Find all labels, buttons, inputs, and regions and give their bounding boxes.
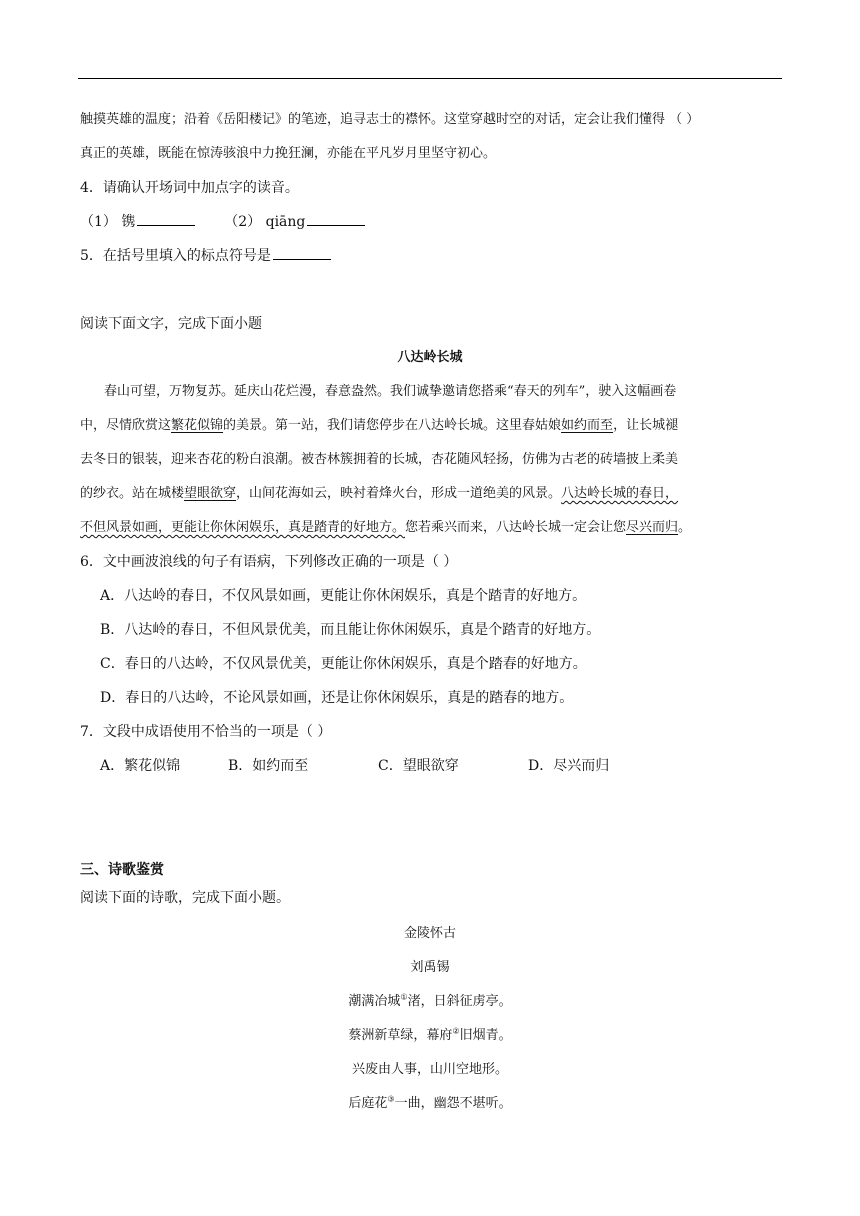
- idiom-jinxingergui: 尽兴而归: [626, 520, 679, 535]
- passage-line: 不但风景如画，更能让你休闲娱乐，真是踏青的好地方。您若乘兴而来，八达岭长城一定会让您尽兴而归。: [80, 520, 692, 535]
- idiom-wangyanyuchuan: 望眼欲穿: [184, 486, 237, 501]
- footnote-marker: ②: [452, 1026, 460, 1036]
- passage-line: 中，尽情欣赏这繁花似锦的美景。第一站，我们请您停步在八达岭长城。这里春姑娘如约而至，让长城褪: [80, 418, 679, 433]
- section-3-intro: 阅读下面的诗歌，完成下面小题。: [80, 890, 290, 906]
- q6-option-d[interactable]: D．春日的八达岭，不论风景如画，还是让你休闲娱乐，真是的踏春的地方。: [100, 690, 574, 706]
- q4-part1-blank[interactable]: [137, 212, 195, 226]
- header-rule: [78, 78, 782, 79]
- poem-title: 金陵怀古: [403, 926, 456, 941]
- passage-line: 触摸英雄的温度；沿着《岳阳楼记》的笔迹，追寻志士的襟怀。这堂穿越时空的对话，定会让我们懂得 （ ）: [80, 112, 700, 127]
- q4-part2-label: （2） qiāng: [224, 214, 306, 230]
- poem-line: 潮满冶城①渚，日斜征虏亭。: [348, 992, 512, 1009]
- q6-option-c[interactable]: C．春日的八达岭，不仅风景优美，更能让你休闲娱乐，真是个踏春的好地方。: [100, 656, 587, 672]
- idiom-fanhuasijin: 繁花似锦: [171, 418, 224, 433]
- question-6-stem: 6．文中画波浪线的句子有语病，下列修改正确的一项是（ ）: [80, 554, 458, 570]
- question-5: [80, 246, 331, 266]
- passage-title: 八达岭长城: [397, 350, 463, 365]
- passage-line: 的纱衣。站在城楼望眼欲穿，山间花海如云，映衬着烽火台，形成一道绝美的风景。八达岭长城的春日，: [80, 486, 679, 501]
- poem-author: 刘禹锡: [410, 960, 450, 975]
- question-7-stem: 7．文段中成语使用不恰当的一项是（ ）: [80, 724, 332, 740]
- poem-line: 后庭花③一曲，幽怨不堪听。: [348, 1094, 512, 1111]
- footnote-marker: ①: [400, 992, 408, 1002]
- footnote-marker: ③: [387, 1094, 395, 1104]
- wavy-sentence: 八达岭长城的春日，: [561, 486, 679, 501]
- q4-part1-label: （1） 镌: [80, 214, 136, 230]
- q7-option-b[interactable]: B．如约而至: [228, 758, 309, 774]
- section-3-heading: 三、诗歌鉴赏: [80, 862, 164, 878]
- q6-option-a[interactable]: A．八达岭的春日，不仅风景如画，更能让你休闲娱乐，真是个踏青的好地方。: [100, 588, 587, 604]
- q7-option-d[interactable]: D．尽兴而归: [528, 758, 610, 774]
- q7-option-a[interactable]: A．繁花似锦: [100, 758, 181, 774]
- q4-part2-blank[interactable]: [307, 212, 365, 226]
- poem-line: 蔡洲新草绿，幕府②旧烟青。: [348, 1026, 512, 1043]
- q7-option-c[interactable]: C．望眼欲穿: [378, 758, 459, 774]
- passage-line: 春山可望，万物复苏。延庆山花烂漫，春意盎然。我们诚挚邀请您搭乘“春天的列车”，驶入这幅画卷: [104, 384, 677, 399]
- q6-option-b[interactable]: B．八达岭的春日，不但风景优美，而且能让你休闲娱乐，真是个踏青的好地方。: [100, 622, 601, 638]
- question-5-stem: 5．在括号里填入的标点符号是: [80, 248, 271, 264]
- q5-blank[interactable]: [273, 246, 331, 260]
- question-4-answers: [80, 212, 365, 232]
- poem-line: 兴废由人事，山川空地形。: [351, 1062, 508, 1077]
- wavy-sentence: 不但风景如画，更能让你休闲娱乐，真是踏青的好地方。: [80, 520, 406, 535]
- reading-intro: 阅读下面文字，完成下面小题: [80, 316, 262, 332]
- idiom-ruyueerzhi: 如约而至: [561, 418, 614, 433]
- question-4-stem: 4．请确认开场词中加点字的读音。: [80, 180, 299, 196]
- passage-line: 真正的英雄，既能在惊涛骇浪中力挽狂澜，亦能在平凡岁月里坚守初心。: [80, 146, 497, 161]
- passage-line: 去冬日的银装，迎来杏花的粉白浪潮。被杏林簇拥着的长城，杏花随风轻扬，仿佛为古老的砖墙披上柔美: [80, 452, 679, 467]
